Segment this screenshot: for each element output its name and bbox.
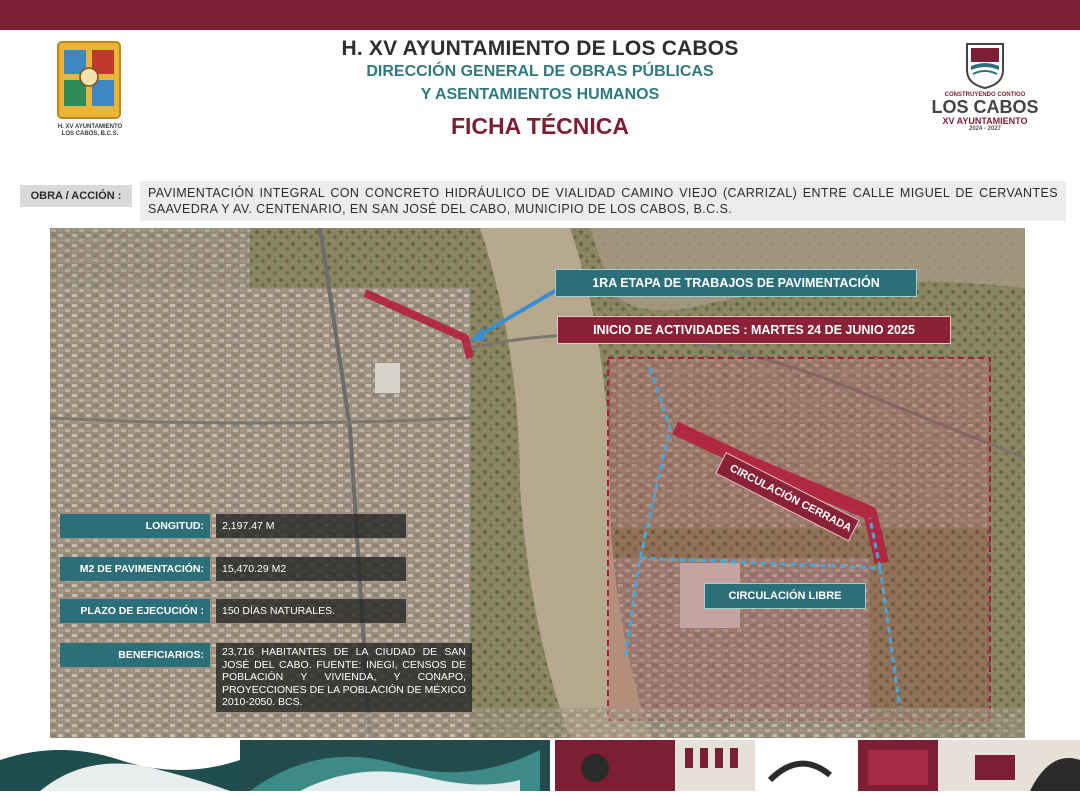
m2-label: M2 DE PAVIMENTACIÓN:: [60, 557, 210, 581]
los-cabos-emblem-icon: [963, 40, 1007, 90]
top-color-bar: [0, 0, 1080, 30]
beneficiarios-value: 23,716 HABITANTES DE LA CIUDAD DE SAN JOSÉ DEL CABO. FUENTE: INEGI, CENSOS DE POBLACIÓN Y VIVIENDA, Y CONAPO, PROYECCIONES DE LA POBLACIÓN DE MÉXICO 2010-2050. BCS.: [216, 643, 472, 712]
footer-pattern-graphic: [0, 740, 1080, 791]
header-title: H. XV AYUNTAMIENTO DE LOS CABOS: [341, 37, 739, 60]
doc-title: FICHA TÉCNICA: [450, 113, 630, 139]
m2-value: 15,470.29 M2: [216, 557, 406, 581]
closed-road-label: CIRCULACIÓN CERRADA: [715, 452, 860, 541]
longitud-value: 2,197.47 M: [216, 514, 406, 538]
longitud-label: LONGITUD:: [60, 514, 210, 538]
header-subtitle-1: DIRECCIÓN GENERAL DE OBRAS PÚBLICAS: [366, 63, 714, 80]
obra-accion-row: [20, 181, 1060, 225]
open-road-label: CIRCULACIÓN LIBRE: [704, 583, 866, 609]
coat-of-arms-caption: H. XV AYUNTAMIENTO LOS CABOS, B.C.S.: [57, 124, 123, 137]
beneficiarios-label: BENEFICIARIOS:: [60, 643, 210, 667]
plazo-value: 150 DÍAS NATURALES.: [216, 599, 406, 623]
obra-accion-label: OBRA / ACCIÓN :: [20, 185, 132, 207]
obra-accion-text: PAVIMENTACIÓN INTEGRAL CON CONCRETO HIDRÁULICO DE VIALIDAD CAMINO VIEJO (CARRIZAL) ENTRE CALLE MIGUEL DE CERVANTES SAAVEDRA Y AV. CENTENARIO, EN SAN JOSÉ DEL CABO, MUNICIPIO DE LOS CABOS, B.C.S.: [140, 181, 1066, 221]
coat-of-arms-logo: [56, 40, 122, 120]
start-date-label: INICIO DE ACTIVIDADES : MARTES 24 DE JUNIO 2025: [557, 316, 951, 344]
plazo-label: PLAZO DE EJECUCIÓN :: [60, 599, 210, 623]
los-cabos-logo: CONSTRUYENDO CONTIGO LOS CABOS XV AYUNTAMIENTO 2024 - 2027: [920, 40, 1050, 140]
stage-label: 1RA ETAPA DE TRABAJOS DE PAVIMENTACIÓN: [555, 269, 917, 297]
header-subtitle-2: Y ASENTAMIENTOS HUMANOS: [420, 86, 660, 103]
decorative-footer: [0, 740, 1080, 791]
